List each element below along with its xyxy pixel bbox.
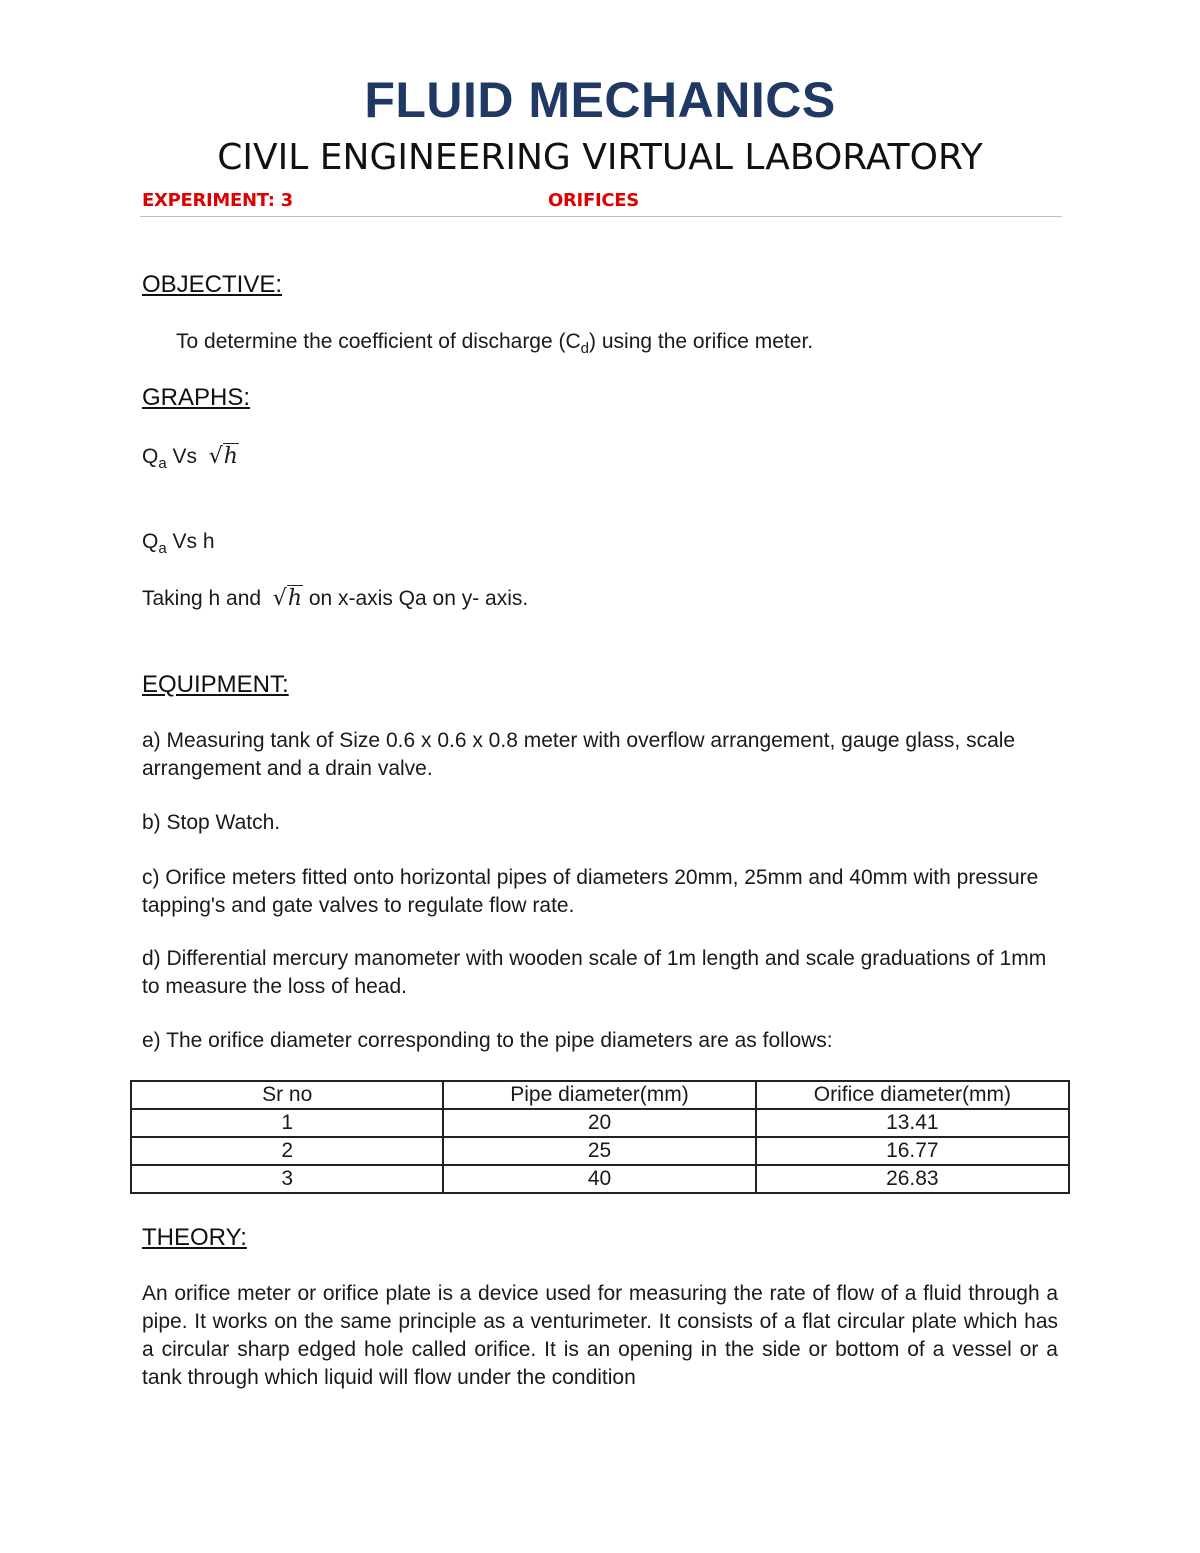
table-row bbox=[131, 1165, 1069, 1193]
table-cell: 2 bbox=[131, 1137, 443, 1165]
table-cell: 1 bbox=[131, 1109, 443, 1137]
table-header-pipe-diameter: Pipe diameter(mm) bbox=[443, 1081, 755, 1109]
graph-line-3 bbox=[142, 585, 528, 613]
sqrt-symbol: √ bbox=[208, 444, 223, 469]
graph2-rest: Vs h bbox=[166, 530, 215, 553]
sqrt-h-formula bbox=[209, 443, 239, 469]
experiment-label: EXPERIMENT: 3 bbox=[142, 190, 293, 211]
sqrt-variable-2: h bbox=[287, 586, 302, 611]
sqrt-h-formula-2 bbox=[273, 585, 303, 611]
graph-line-2 bbox=[142, 528, 215, 558]
table-cell: 16.77 bbox=[756, 1137, 1069, 1165]
experiment-header bbox=[140, 188, 1062, 217]
objective-heading: OBJECTIVE: bbox=[142, 271, 283, 298]
sqrt-symbol-2: √ bbox=[272, 586, 287, 611]
graph1-q: Q bbox=[142, 445, 159, 468]
sqrt-variable: h bbox=[223, 444, 238, 469]
table-row bbox=[131, 1109, 1069, 1137]
graphs-heading: GRAPHS: bbox=[142, 384, 251, 411]
experiment-name: ORIFICES bbox=[548, 190, 639, 211]
graph3-after: on x-axis Qa on y- axis. bbox=[302, 587, 529, 610]
table-cell: 25 bbox=[443, 1137, 755, 1165]
objective-text-before: To determine the coefficient of discharge (C bbox=[176, 330, 581, 353]
equipment-item-a: a) Measuring tank of Size 0.6 x 0.6 x 0.8 meter with overflow arrangement, gauge glass, scale arrangement and a drain valve. bbox=[142, 729, 1016, 780]
objective-text bbox=[176, 328, 813, 358]
table-cell: 3 bbox=[131, 1165, 443, 1193]
table-cell: 26.83 bbox=[756, 1165, 1069, 1193]
theory-heading: THEORY: bbox=[142, 1224, 247, 1251]
table-row bbox=[131, 1137, 1069, 1165]
theory-text: An orifice meter or orifice plate is a device used for measuring the rate of flow of a fluid through a pipe. It works on the same principle as a venturimeter. It consists of a flat circular plate which has a circular sharp edged hole called orifice. It is an opening in the side or bottom of a vessel or a tank through which liquid will flow under the condition bbox=[142, 1282, 1058, 1389]
graph2-subscript: a bbox=[158, 540, 167, 557]
orifice-table bbox=[130, 1080, 1070, 1194]
graph1-vs: Vs bbox=[166, 445, 203, 468]
equipment-item-b: b) Stop Watch. bbox=[142, 811, 281, 834]
graph-line-1 bbox=[142, 443, 239, 473]
equipment-heading: EQUIPMENT: bbox=[142, 671, 289, 698]
equipment-item-c: c) Orifice meters fitted onto horizontal pipes of diameters 20mm, 25mm and 40mm with pressure tapping's and gate valves to regulate flow rate. bbox=[142, 866, 1039, 917]
table-cell: 13.41 bbox=[756, 1109, 1069, 1137]
document-subtitle: CIVIL ENGINEERING VIRTUAL LABORATORY bbox=[217, 137, 983, 178]
graph3-before: Taking h and bbox=[142, 587, 267, 610]
table-cell: 40 bbox=[443, 1165, 755, 1193]
table-cell: 20 bbox=[443, 1109, 755, 1137]
graph1-subscript: a bbox=[158, 455, 167, 472]
table-header-sr-no: Sr no bbox=[131, 1081, 443, 1109]
equipment-item-e: e) The orifice diameter corresponding to the pipe diameters are as follows: bbox=[142, 1029, 833, 1052]
objective-text-after: ) using the orifice meter. bbox=[589, 330, 814, 353]
equipment-item-d: d) Differential mercury manometer with wooden scale of 1m length and scale graduations of 1mm to measure the loss of head. bbox=[142, 947, 1047, 998]
table-header-orifice-diameter: Orifice diameter(mm) bbox=[756, 1081, 1069, 1109]
objective-subscript: d bbox=[580, 340, 590, 357]
document-title: FLUID MECHANICS bbox=[364, 72, 836, 128]
table-header-row bbox=[131, 1081, 1069, 1109]
graph2-q: Q bbox=[142, 530, 159, 553]
